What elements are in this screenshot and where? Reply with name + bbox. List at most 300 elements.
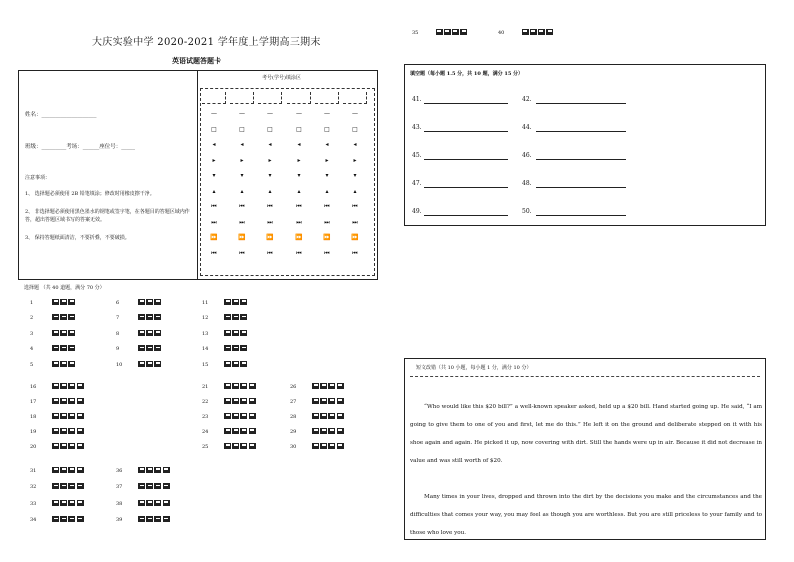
fill-answer-line[interactable]: [424, 103, 508, 104]
fill-answer-line[interactable]: [424, 215, 508, 216]
answer-bubble[interactable]: [146, 361, 153, 367]
answer-bubble[interactable]: [60, 443, 67, 449]
answer-options[interactable]: [138, 499, 171, 507]
id-digit-bubble[interactable]: ▸: [268, 156, 272, 164]
answer-bubble[interactable]: [224, 443, 231, 449]
answer-bubble[interactable]: [52, 383, 59, 389]
id-digit-bubble[interactable]: ⏮: [267, 249, 273, 257]
question-row[interactable]: [30, 329, 77, 337]
answer-bubble[interactable]: [68, 428, 75, 434]
answer-bubble[interactable]: [138, 500, 145, 506]
answer-bubble[interactable]: [249, 383, 256, 389]
answer-bubble[interactable]: [328, 398, 335, 404]
id-digit-bubble[interactable]: —: [239, 110, 245, 117]
id-digit-bubble[interactable]: ⏮: [267, 203, 273, 210]
answer-bubble[interactable]: [232, 383, 239, 389]
answer-bubble[interactable]: [240, 345, 247, 351]
question-row[interactable]: [30, 298, 77, 306]
answer-bubble[interactable]: [138, 345, 145, 351]
answer-options[interactable]: [52, 412, 85, 420]
answer-bubble[interactable]: [52, 467, 59, 473]
id-digit-bubble[interactable]: ◂: [268, 141, 272, 148]
id-digit-bubble[interactable]: ⏮: [324, 249, 330, 257]
answer-bubble[interactable]: [240, 330, 247, 336]
answer-bubble[interactable]: [77, 413, 84, 419]
question-row[interactable]: [116, 345, 163, 353]
answer-bubble[interactable]: [232, 330, 239, 336]
answer-bubble[interactable]: [163, 483, 170, 489]
question-row[interactable]: [30, 412, 85, 420]
answer-bubble[interactable]: [60, 398, 67, 404]
answer-bubble[interactable]: [328, 443, 335, 449]
question-row[interactable]: [30, 516, 85, 524]
id-digit-bubble[interactable]: ▴: [297, 187, 301, 195]
question-row[interactable]: [30, 345, 77, 353]
id-digit-bubble[interactable]: □: [352, 125, 358, 133]
id-digit-bubble[interactable]: ▴: [353, 187, 357, 195]
fill-answer-line[interactable]: [536, 103, 626, 104]
answer-options[interactable]: [138, 298, 163, 306]
question-row[interactable]: [30, 360, 77, 368]
answer-bubble[interactable]: [138, 516, 145, 522]
answer-bubble[interactable]: [249, 428, 256, 434]
answer-bubble[interactable]: [320, 383, 327, 389]
answer-bubble[interactable]: [320, 443, 327, 449]
id-digit-bubble[interactable]: ⏩: [295, 234, 303, 241]
answer-options[interactable]: [52, 382, 85, 390]
id-digit-bubble[interactable]: ▾: [297, 172, 301, 179]
answer-bubble[interactable]: [52, 516, 59, 522]
answer-options[interactable]: [224, 427, 257, 435]
answer-bubble[interactable]: [232, 361, 239, 367]
answer-options[interactable]: [52, 360, 77, 368]
answer-options[interactable]: [224, 397, 257, 405]
answer-bubble[interactable]: [224, 330, 231, 336]
answer-bubble[interactable]: [146, 500, 153, 506]
id-digit-bubble[interactable]: ⏮: [239, 203, 245, 210]
id-digit-bubble[interactable]: ⏩: [323, 234, 331, 241]
answer-bubble[interactable]: [77, 428, 84, 434]
answer-bubble[interactable]: [52, 361, 59, 367]
question-row[interactable]: [116, 483, 171, 491]
answer-bubble[interactable]: [52, 483, 59, 489]
answer-bubble[interactable]: [68, 299, 75, 305]
answer-bubble[interactable]: [146, 516, 153, 522]
info-divider: [197, 70, 198, 280]
question-row[interactable]: [30, 442, 85, 450]
id-digit-bubble[interactable]: ▸: [297, 156, 301, 164]
answer-bubble[interactable]: [68, 500, 75, 506]
answer-bubble[interactable]: [146, 467, 153, 473]
answer-bubble[interactable]: [154, 299, 161, 305]
answer-bubble[interactable]: [312, 428, 319, 434]
answer-bubble[interactable]: [232, 428, 239, 434]
answer-bubble[interactable]: [60, 345, 67, 351]
id-digit-bubble[interactable]: □: [296, 125, 302, 133]
fill-answer-line[interactable]: [536, 131, 626, 132]
answer-bubble[interactable]: [224, 383, 231, 389]
answer-options[interactable]: [224, 442, 257, 450]
answer-bubble[interactable]: [77, 398, 84, 404]
id-input-cell[interactable]: [258, 92, 282, 104]
question-row[interactable]: [30, 382, 85, 390]
answer-options[interactable]: [436, 28, 469, 36]
answer-bubble[interactable]: [138, 330, 145, 336]
answer-bubble[interactable]: [154, 500, 161, 506]
answer-bubble[interactable]: [224, 345, 231, 351]
fill-answer-line[interactable]: [536, 159, 626, 160]
id-digit-bubble[interactable]: ◂: [212, 141, 216, 148]
answer-bubble[interactable]: [77, 467, 84, 473]
answer-options[interactable]: [138, 329, 163, 337]
id-digit-bubble[interactable]: ▾: [240, 172, 244, 179]
answer-bubble[interactable]: [138, 467, 145, 473]
answer-bubble[interactable]: [52, 345, 59, 351]
id-digit-bubble[interactable]: —: [267, 110, 273, 117]
id-digit-bubble[interactable]: ⏭: [296, 218, 302, 226]
answer-bubble[interactable]: [60, 413, 67, 419]
answer-options[interactable]: [312, 397, 345, 405]
question-row[interactable]: [116, 298, 163, 306]
answer-bubble[interactable]: [77, 483, 84, 489]
answer-bubble[interactable]: [68, 361, 75, 367]
id-digit-bubble[interactable]: ⏮: [211, 203, 217, 210]
answer-bubble[interactable]: [68, 330, 75, 336]
answer-bubble[interactable]: [232, 413, 239, 419]
answer-bubble[interactable]: [154, 483, 161, 489]
id-digit-bubble[interactable]: ⏭: [239, 218, 245, 226]
id-input-cell[interactable]: [202, 92, 226, 104]
answer-bubble[interactable]: [224, 428, 231, 434]
id-digit-bubble[interactable]: ⏭: [267, 218, 273, 226]
question-row[interactable]: [116, 466, 171, 474]
question-row[interactable]: [290, 427, 345, 435]
question-row[interactable]: [202, 360, 249, 368]
question-row[interactable]: [30, 427, 85, 435]
answer-options[interactable]: [224, 360, 249, 368]
question-row[interactable]: [30, 499, 85, 507]
answer-options[interactable]: [138, 314, 163, 322]
id-input-cell[interactable]: [287, 92, 311, 104]
question-number: 38: [116, 500, 123, 507]
answer-options[interactable]: [52, 442, 85, 450]
answer-bubble[interactable]: [68, 345, 75, 351]
id-digit-bubble[interactable]: ▸: [353, 156, 357, 164]
answer-bubble[interactable]: [320, 398, 327, 404]
id-digit-bubble[interactable]: ▾: [268, 172, 272, 179]
answer-bubble[interactable]: [60, 428, 67, 434]
answer-options[interactable]: [52, 345, 77, 353]
answer-bubble[interactable]: [68, 483, 75, 489]
id-digit-bubble[interactable]: ◂: [353, 141, 357, 148]
answer-bubble[interactable]: [224, 361, 231, 367]
answer-options[interactable]: [224, 382, 257, 390]
answer-bubble[interactable]: [146, 483, 153, 489]
id-input-cell[interactable]: [230, 92, 254, 104]
answer-options[interactable]: [52, 483, 85, 491]
answer-bubble[interactable]: [240, 398, 247, 404]
question-row[interactable]: [202, 329, 249, 337]
id-digit-bubble[interactable]: ⏩: [266, 234, 274, 241]
answer-bubble[interactable]: [154, 330, 161, 336]
answer-bubble[interactable]: [240, 361, 247, 367]
id-digit-bubble[interactable]: ▾: [212, 172, 216, 179]
question-row[interactable]: [290, 412, 345, 420]
answer-bubble[interactable]: [60, 500, 67, 506]
answer-bubble[interactable]: [163, 467, 170, 473]
fill-answer-line[interactable]: [424, 159, 508, 160]
answer-bubble[interactable]: [249, 398, 256, 404]
answer-bubble[interactable]: [68, 383, 75, 389]
answer-options[interactable]: [224, 314, 249, 322]
answer-bubble[interactable]: [320, 413, 327, 419]
id-input-cell[interactable]: [315, 92, 339, 104]
answer-bubble[interactable]: [68, 516, 75, 522]
answer-bubble[interactable]: [232, 299, 239, 305]
answer-bubble[interactable]: [60, 483, 67, 489]
answer-bubble[interactable]: [52, 413, 59, 419]
answer-bubble[interactable]: [240, 314, 247, 320]
answer-bubble[interactable]: [60, 383, 67, 389]
id-digit-bubble[interactable]: ◂: [325, 141, 329, 148]
answer-bubble[interactable]: [224, 413, 231, 419]
fill-number: 50.: [522, 208, 532, 215]
answer-bubble[interactable]: [68, 467, 75, 473]
answer-bubble[interactable]: [146, 299, 153, 305]
id-digit-bubble[interactable]: ⏮: [324, 203, 330, 210]
id-digit-bubble[interactable]: □: [267, 125, 273, 133]
id-digit-bubble[interactable]: —: [296, 110, 302, 117]
question-number: 30: [290, 443, 297, 450]
id-digit-bubble[interactable]: ▾: [325, 172, 329, 179]
answer-options[interactable]: [52, 466, 85, 474]
id-input-cell[interactable]: [343, 92, 367, 104]
answer-bubble[interactable]: [312, 413, 319, 419]
id-digit-bubble[interactable]: ⏭: [211, 218, 217, 226]
name-field[interactable]: 姓名：____________________: [25, 112, 97, 118]
id-digit-bubble[interactable]: ⏩: [351, 234, 359, 241]
answer-options[interactable]: [52, 298, 77, 306]
answer-options[interactable]: [52, 329, 77, 337]
answer-options[interactable]: [52, 499, 85, 507]
id-digit-bubble[interactable]: ⏩: [210, 234, 218, 241]
answer-bubble[interactable]: [52, 299, 59, 305]
answer-bubble[interactable]: [232, 314, 239, 320]
question-row[interactable]: [30, 397, 85, 405]
question-row[interactable]: [116, 360, 163, 368]
id-digit-bubble[interactable]: □: [239, 125, 245, 133]
answer-options[interactable]: [52, 314, 77, 322]
id-digit-bubble[interactable]: □: [324, 125, 330, 133]
answer-bubble[interactable]: [138, 299, 145, 305]
answer-options[interactable]: [522, 28, 555, 36]
answer-bubble[interactable]: [68, 443, 75, 449]
id-digit-bubble[interactable]: ▸: [212, 156, 216, 164]
answer-bubble[interactable]: [337, 398, 344, 404]
id-digit-bubble[interactable]: ⏮: [296, 249, 302, 257]
answer-bubble[interactable]: [60, 361, 67, 367]
answer-bubble[interactable]: [52, 314, 59, 320]
answer-options[interactable]: [224, 329, 249, 337]
answer-bubble[interactable]: [320, 428, 327, 434]
question-row[interactable]: [30, 483, 85, 491]
question-row[interactable]: [116, 516, 171, 524]
question-row[interactable]: [290, 397, 345, 405]
id-digit-bubble[interactable]: ⏮: [352, 249, 358, 257]
answer-bubble[interactable]: [138, 361, 145, 367]
id-digit-bubble[interactable]: ▴: [325, 187, 329, 195]
answer-bubble[interactable]: [68, 413, 75, 419]
answer-bubble[interactable]: [77, 516, 84, 522]
question-row[interactable]: [202, 345, 249, 353]
answer-bubble[interactable]: [232, 398, 239, 404]
id-digit-bubble[interactable]: ◂: [240, 141, 244, 148]
answer-bubble[interactable]: [77, 443, 84, 449]
answer-bubble[interactable]: [249, 413, 256, 419]
answer-options[interactable]: [138, 483, 171, 491]
answer-options[interactable]: [138, 360, 163, 368]
question-40[interactable]: [498, 28, 554, 36]
answer-bubble[interactable]: [240, 413, 247, 419]
question-row[interactable]: [30, 466, 85, 474]
answer-bubble[interactable]: [52, 443, 59, 449]
question-row[interactable]: [290, 382, 345, 390]
answer-bubble[interactable]: [163, 500, 170, 506]
answer-bubble[interactable]: [60, 467, 67, 473]
fill-answer-line[interactable]: [536, 187, 626, 188]
answer-bubble[interactable]: [328, 383, 335, 389]
answer-options[interactable]: [224, 298, 249, 306]
question-row[interactable]: [202, 382, 257, 390]
id-digit-bubble[interactable]: ⏭: [352, 218, 358, 226]
question-35[interactable]: [412, 28, 468, 36]
answer-bubble[interactable]: [154, 361, 161, 367]
answer-bubble[interactable]: [138, 483, 145, 489]
answer-bubble[interactable]: [224, 299, 231, 305]
answer-bubble[interactable]: [52, 500, 59, 506]
note-2: 2、 非选择题必须使用黑色墨水的钢笔或签字笔，在各题目的答题区域内作答，超出答题区域书写的答案无效。: [25, 209, 190, 223]
answer-options[interactable]: [52, 427, 85, 435]
question-row[interactable]: [202, 427, 257, 435]
answer-bubble[interactable]: [52, 398, 59, 404]
answer-options[interactable]: [52, 397, 85, 405]
answer-options[interactable]: [138, 466, 171, 474]
answer-bubble[interactable]: [328, 428, 335, 434]
id-digit-bubble[interactable]: ⏮: [211, 249, 217, 257]
answer-options[interactable]: [224, 412, 257, 420]
answer-bubble[interactable]: [312, 443, 319, 449]
answer-bubble[interactable]: [146, 345, 153, 351]
id-digit-bubble[interactable]: ⏮: [239, 249, 245, 257]
answer-bubble[interactable]: [154, 516, 161, 522]
id-digit-bubble[interactable]: ▸: [325, 156, 329, 164]
id-digit-bubble[interactable]: ⏮: [296, 203, 302, 210]
answer-bubble[interactable]: [77, 383, 84, 389]
id-digit-bubble[interactable]: ▴: [240, 187, 244, 195]
fill-answer-line[interactable]: [536, 215, 626, 216]
answer-bubble[interactable]: [154, 467, 161, 473]
answer-bubble[interactable]: [224, 398, 231, 404]
id-digit-bubble[interactable]: ▸: [240, 156, 244, 164]
answer-bubble[interactable]: [52, 330, 59, 336]
answer-bubble[interactable]: [52, 428, 59, 434]
answer-bubble[interactable]: [68, 398, 75, 404]
question-row[interactable]: [202, 298, 249, 306]
question-row[interactable]: [116, 329, 163, 337]
fill-answer-line[interactable]: [424, 131, 508, 132]
answer-bubble[interactable]: [154, 314, 161, 320]
question-row[interactable]: [202, 442, 257, 450]
id-digit-bubble[interactable]: ⏩: [238, 234, 246, 241]
id-digit-bubble[interactable]: ▾: [353, 172, 357, 179]
answer-bubble[interactable]: [138, 314, 145, 320]
answer-bubble[interactable]: [232, 443, 239, 449]
id-digit-bubble[interactable]: □: [211, 125, 217, 133]
answer-options[interactable]: [312, 427, 345, 435]
question-row[interactable]: [290, 442, 345, 450]
id-digit-bubble[interactable]: —: [211, 110, 217, 117]
answer-bubble[interactable]: [60, 299, 67, 305]
answer-bubble[interactable]: [146, 330, 153, 336]
answer-bubble[interactable]: [77, 500, 84, 506]
question-row[interactable]: [30, 314, 77, 322]
answer-bubble[interactable]: [68, 314, 75, 320]
answer-bubble[interactable]: [60, 314, 67, 320]
answer-bubble[interactable]: [163, 516, 170, 522]
answer-options[interactable]: [138, 516, 171, 524]
answer-bubble[interactable]: [240, 383, 247, 389]
answer-options[interactable]: [224, 345, 249, 353]
fill-answer-line[interactable]: [424, 187, 508, 188]
id-digit-bubble[interactable]: —: [324, 110, 330, 117]
answer-bubble[interactable]: [240, 299, 247, 305]
id-digit-bubble[interactable]: ▴: [268, 187, 272, 195]
answer-bubble[interactable]: [240, 443, 247, 449]
answer-options[interactable]: [138, 345, 163, 353]
answer-bubble[interactable]: [312, 398, 319, 404]
question-row[interactable]: [202, 397, 257, 405]
answer-bubble[interactable]: [232, 345, 239, 351]
answer-options[interactable]: [52, 516, 85, 524]
answer-options[interactable]: [312, 382, 345, 390]
id-digit-bubble[interactable]: ▴: [212, 187, 216, 195]
answer-bubble[interactable]: [60, 516, 67, 522]
answer-bubble[interactable]: [328, 413, 335, 419]
answer-bubble[interactable]: [337, 413, 344, 419]
answer-options[interactable]: [312, 412, 345, 420]
answer-bubble[interactable]: [60, 330, 67, 336]
question-row[interactable]: [202, 314, 249, 322]
id-digit-bubble[interactable]: ◂: [297, 141, 301, 148]
id-digit-bubble[interactable]: ⏭: [324, 218, 330, 226]
answer-options[interactable]: [312, 442, 345, 450]
answer-bubble[interactable]: [240, 428, 247, 434]
answer-bubble[interactable]: [312, 383, 319, 389]
question-row[interactable]: [202, 412, 257, 420]
answer-bubble[interactable]: [154, 345, 161, 351]
answer-bubble[interactable]: [249, 443, 256, 449]
answer-bubble[interactable]: [337, 383, 344, 389]
question-row[interactable]: [116, 499, 171, 507]
id-digit-bubble[interactable]: ⏮: [352, 203, 358, 210]
question-row[interactable]: [116, 314, 163, 322]
answer-bubble[interactable]: [146, 314, 153, 320]
answer-bubble[interactable]: [337, 443, 344, 449]
answer-bubble[interactable]: [224, 314, 231, 320]
class-field[interactable]: 班级：_________考场：______座位号：_____: [25, 144, 136, 150]
id-digit-bubble[interactable]: —: [352, 110, 358, 117]
answer-bubble[interactable]: [337, 428, 344, 434]
